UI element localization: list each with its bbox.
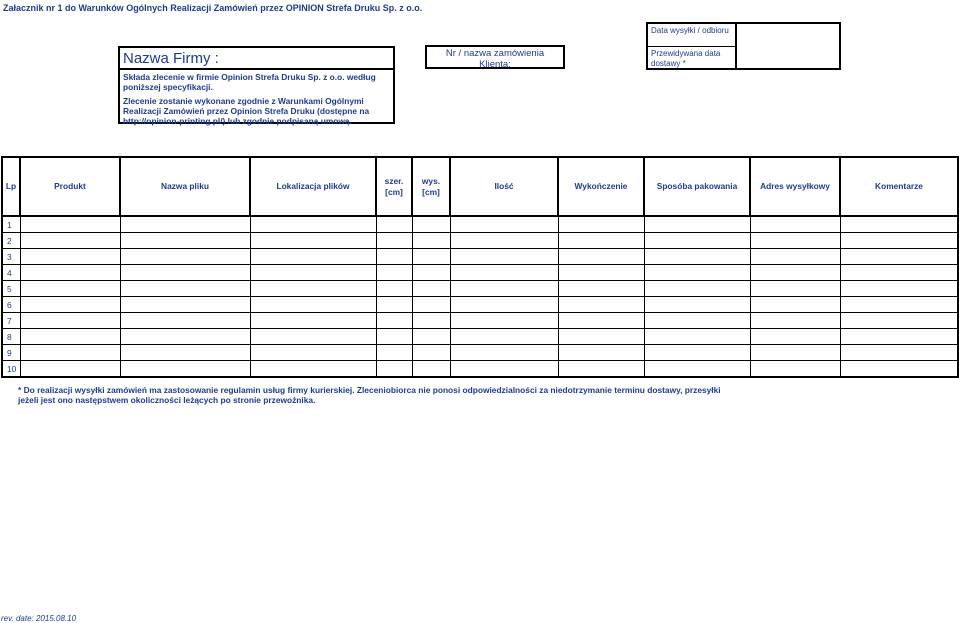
cell-height[interactable] [412, 249, 450, 265]
cell-finishing[interactable] [558, 233, 644, 249]
cell-product[interactable] [20, 265, 120, 281]
cell-packaging[interactable] [644, 297, 750, 313]
cell-location[interactable] [250, 345, 376, 361]
cell-quantity[interactable] [450, 329, 558, 345]
header-packaging: Sposóba pakowania [644, 157, 750, 216]
cell-filename[interactable] [120, 249, 250, 265]
cell-finishing[interactable] [558, 216, 644, 233]
cell-height[interactable] [412, 265, 450, 281]
table-row [2, 265, 958, 281]
order-client-label: Klienta: [479, 59, 511, 70]
table-row [2, 249, 958, 265]
company-order-statement: Składa zlecenie w firmie Opinion Strefa Druku Sp. z o.o. według poniższej specyfikacji. [123, 72, 376, 92]
shipping-date-label: Data wysyłki / odbioru [648, 24, 735, 47]
cell-packaging[interactable] [644, 345, 750, 361]
cell-quantity[interactable] [450, 345, 558, 361]
cell-width[interactable] [376, 233, 412, 249]
cell-packaging[interactable] [644, 265, 750, 281]
row-number: 3 [2, 249, 20, 265]
cell-height[interactable] [412, 281, 450, 297]
cell-location[interactable] [250, 265, 376, 281]
cell-quantity[interactable] [450, 297, 558, 313]
attachment-title: Załacznik nr 1 do Warunków Ogólnych Realizacji Zamówień przez OPINION Strefa Druku Sp. z o.o. [3, 3, 423, 13]
cell-packaging[interactable] [644, 233, 750, 249]
row-number: 4 [2, 265, 20, 281]
row-number: 7 [2, 313, 20, 329]
cell-width[interactable] [376, 265, 412, 281]
cell-finishing[interactable] [558, 265, 644, 281]
cell-packaging[interactable] [644, 361, 750, 378]
revision-date: rev. date: 2015.08.10 [1, 614, 77, 623]
cell-packaging[interactable] [644, 281, 750, 297]
table-row [2, 297, 958, 313]
cell-packaging[interactable] [644, 216, 750, 233]
order-number-label: Nr / nazwa zamówienia [445, 48, 545, 59]
cell-address[interactable] [750, 249, 840, 265]
cell-address[interactable] [750, 281, 840, 297]
cell-location[interactable] [250, 297, 376, 313]
cell-width[interactable] [376, 345, 412, 361]
header-location: Lokalizacja plików [250, 157, 376, 216]
table-row [2, 281, 958, 297]
cell-location[interactable] [250, 313, 376, 329]
header-filename: Nazwa pliku [120, 157, 250, 216]
company-box [118, 46, 395, 124]
cell-width[interactable] [376, 361, 412, 378]
cell-filename[interactable] [120, 297, 250, 313]
cell-finishing[interactable] [558, 313, 644, 329]
cell-width[interactable] [376, 249, 412, 265]
cell-quantity[interactable] [450, 265, 558, 281]
cell-width[interactable] [376, 216, 412, 233]
cell-location[interactable] [250, 361, 376, 378]
cell-finishing[interactable] [558, 361, 644, 378]
table-row [2, 216, 958, 233]
cell-address[interactable] [750, 216, 840, 233]
cell-comments[interactable] [840, 281, 958, 297]
cell-finishing[interactable] [558, 345, 644, 361]
cell-location[interactable] [250, 216, 376, 233]
header-width: szer. [cm] [376, 157, 412, 216]
cell-quantity[interactable] [450, 313, 558, 329]
header-lp: Lp [2, 157, 20, 216]
header-quantity: Ilość [450, 157, 558, 216]
row-number: 6 [2, 297, 20, 313]
header-address: Adres wysyłkowy [750, 157, 840, 216]
cell-address[interactable] [750, 313, 840, 329]
cell-comments[interactable] [840, 297, 958, 313]
cell-filename[interactable] [120, 345, 250, 361]
cell-packaging[interactable] [644, 313, 750, 329]
cell-location[interactable] [250, 329, 376, 345]
cell-product[interactable] [20, 361, 120, 378]
cell-product[interactable] [20, 345, 120, 361]
cell-comments[interactable] [840, 233, 958, 249]
cell-finishing[interactable] [558, 329, 644, 345]
cell-product[interactable] [20, 216, 120, 233]
cell-filename[interactable] [120, 361, 250, 378]
cell-product[interactable] [20, 313, 120, 329]
table-row [2, 345, 958, 361]
table-header-row [2, 157, 958, 216]
cell-comments[interactable] [840, 329, 958, 345]
cell-height[interactable] [412, 313, 450, 329]
cell-address[interactable] [750, 265, 840, 281]
row-number: 2 [2, 233, 20, 249]
header-comments: Komentarze [840, 157, 958, 216]
row-number: 10 [2, 361, 20, 378]
cell-height[interactable] [412, 361, 450, 378]
cell-comments[interactable] [840, 216, 958, 233]
cell-height[interactable] [412, 329, 450, 345]
cell-filename[interactable] [120, 329, 250, 345]
table-row [2, 313, 958, 329]
cell-address[interactable] [750, 345, 840, 361]
cell-filename[interactable] [120, 313, 250, 329]
row-number: 1 [2, 216, 20, 233]
cell-comments[interactable] [840, 265, 958, 281]
cell-comments[interactable] [840, 249, 958, 265]
company-name-field[interactable]: Nazwa Firmy : [120, 48, 393, 70]
cell-width[interactable] [376, 329, 412, 345]
cell-filename[interactable] [120, 265, 250, 281]
row-number: 8 [2, 329, 20, 345]
cell-width[interactable] [376, 281, 412, 297]
cell-filename[interactable] [120, 281, 250, 297]
cell-quantity[interactable] [450, 216, 558, 233]
cell-quantity[interactable] [450, 249, 558, 265]
table-row [2, 361, 958, 378]
cell-packaging[interactable] [644, 329, 750, 345]
cell-product[interactable] [20, 281, 120, 297]
cell-height[interactable] [412, 297, 450, 313]
order-items-table [1, 156, 959, 378]
cell-address[interactable] [750, 297, 840, 313]
cell-quantity[interactable] [450, 233, 558, 249]
cell-location[interactable] [250, 281, 376, 297]
cell-comments[interactable] [840, 361, 958, 378]
header-height: wys. [cm] [412, 157, 450, 216]
cell-product[interactable] [20, 329, 120, 345]
cell-address[interactable] [750, 233, 840, 249]
cell-finishing[interactable] [558, 281, 644, 297]
cell-height[interactable] [412, 216, 450, 233]
cell-height[interactable] [412, 233, 450, 249]
cell-width[interactable] [376, 297, 412, 313]
delivery-labels [648, 24, 737, 68]
cell-quantity[interactable] [450, 361, 558, 378]
cell-product[interactable] [20, 297, 120, 313]
company-terms-statement: Zlecenie zostanie wykonane zgodnie z Warunkami Ogólnymi Realizacji Zamówień przez Opinion Strefa Druku (dostępne na http://opinion-printing.pl/) lub zgodnie podpisaną umową. [123, 96, 370, 126]
row-number: 9 [2, 345, 20, 361]
cell-height[interactable] [412, 345, 450, 361]
cell-location[interactable] [250, 233, 376, 249]
cell-address[interactable] [750, 329, 840, 345]
cell-finishing[interactable] [558, 297, 644, 313]
cell-filename[interactable] [120, 233, 250, 249]
delivery-date-field[interactable] [737, 24, 839, 68]
cell-address[interactable] [750, 361, 840, 378]
table-row [2, 233, 958, 249]
cell-width[interactable] [376, 313, 412, 329]
cell-comments[interactable] [840, 345, 958, 361]
cell-packaging[interactable] [644, 249, 750, 265]
cell-product[interactable] [20, 233, 120, 249]
header-finishing: Wykończenie [558, 157, 644, 216]
cell-product[interactable] [20, 249, 120, 265]
cell-filename[interactable] [120, 216, 250, 233]
cell-location[interactable] [250, 249, 376, 265]
header-product: Produkt [20, 157, 120, 216]
table-row [2, 329, 958, 345]
cell-comments[interactable] [840, 313, 958, 329]
row-number: 5 [2, 281, 20, 297]
delivery-box [646, 22, 841, 70]
expected-delivery-label: Przewidywana data dostawy * [651, 49, 721, 68]
cell-quantity[interactable] [450, 281, 558, 297]
cell-finishing[interactable] [558, 249, 644, 265]
order-number-box[interactable] [425, 45, 565, 69]
delivery-footnote: * Do realizacji wysyłki zamówień ma zastosowanie regulamin usług firmy kurierskiej. Zleceniobiorca nie ponosi odpowiedzialności za niedotrzymanie terminu dostawy, przesyłki jeżeli jest ono następstwem okoliczności leżących po stronie przewoźnika. [18, 385, 721, 405]
